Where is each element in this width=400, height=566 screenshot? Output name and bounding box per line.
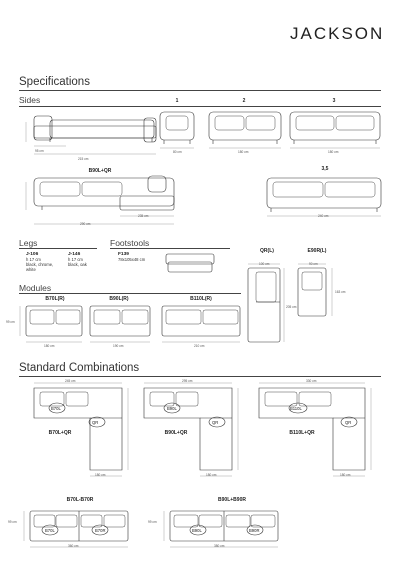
combo-module-b: QR xyxy=(345,420,352,425)
dim-label: 210 cm xyxy=(194,344,205,348)
leg-spec: white xyxy=(26,267,36,273)
dim-label: 99 cm xyxy=(6,320,15,324)
side-label-3-5: 3,5 xyxy=(321,166,329,172)
divider xyxy=(19,106,381,107)
side-label-2: 2 xyxy=(242,98,246,104)
combo-module-a: B90L xyxy=(167,406,177,411)
module-label-qr: QR(L) xyxy=(260,248,274,254)
side-label-3: 3 xyxy=(332,98,336,104)
dim-label: 95 cm xyxy=(35,149,44,153)
combo-module-a: B70L xyxy=(51,406,61,411)
leg-code: J-106 xyxy=(26,252,39,257)
dim-label: 99 cm xyxy=(8,520,17,524)
dim-label: 295 cm xyxy=(182,379,193,383)
leg-item xyxy=(68,252,108,267)
module-qr-drawing xyxy=(246,262,286,348)
leg-code: J-146 xyxy=(68,252,81,257)
combo-module-a: B90L xyxy=(192,528,202,533)
subsection-title-legs: Legs xyxy=(19,238,38,248)
divider xyxy=(19,376,381,377)
dim-label: 99 cm xyxy=(148,520,157,524)
combo-label: B110L+QR xyxy=(289,430,315,436)
footstool-item xyxy=(118,252,162,262)
footstool-code: F139 xyxy=(118,252,129,257)
subsection-title-sides: Sides xyxy=(19,95,41,105)
divider xyxy=(19,90,381,91)
combo-module-b: B90R xyxy=(249,528,260,533)
dim-label: 180 cm xyxy=(238,150,249,154)
subsection-title-footstools: Footstools xyxy=(110,238,150,248)
dim-label: 80 cm xyxy=(173,150,182,154)
leg-item xyxy=(26,252,66,273)
module-label-b90l: B90L(R) xyxy=(109,296,129,302)
dim-label: 100 cm xyxy=(259,262,270,266)
dim-label: 180 cm xyxy=(328,150,339,154)
combo-module-b: B70R xyxy=(95,528,106,533)
combo-label: B70L+QR xyxy=(48,430,72,436)
module-label-b70l: B70L(R) xyxy=(45,296,65,302)
dim-label: 180 cm xyxy=(206,473,217,477)
section-title-specifications: Specifications xyxy=(19,76,90,88)
dim-label: 180 cm xyxy=(340,473,351,477)
footstool-spec: 78x105x48 cm xyxy=(118,257,146,262)
dim-label: 235 cm xyxy=(138,214,149,218)
combo-module-b: QR xyxy=(92,420,99,425)
side-1-drawing xyxy=(158,108,198,153)
module-b90l-drawing xyxy=(88,304,154,348)
side-label-b90l-qr: B90L+QR xyxy=(88,168,112,174)
dim-label: 360 cm xyxy=(68,544,79,548)
chaise-sofa-drawing xyxy=(20,108,160,163)
dim-label: 330 cm xyxy=(306,379,317,383)
module-b70l-drawing xyxy=(18,304,84,348)
combo-label: B70L-B70R xyxy=(66,497,94,503)
combo-label: B90L+B90R xyxy=(218,497,246,503)
module-b110l-drawing xyxy=(160,304,244,348)
dim-label: 240 cm xyxy=(318,214,329,218)
module-label-b110l: B110L(R) xyxy=(190,296,212,302)
combo-module-b: QR xyxy=(212,420,219,425)
dim-label: 205 cm xyxy=(286,305,297,309)
dim-label: 190 cm xyxy=(113,344,124,348)
combo-module-a: B110L xyxy=(290,406,302,411)
divider xyxy=(19,293,241,294)
dim-label: 215 cm xyxy=(78,157,89,161)
brand-logo: JACKSON xyxy=(290,24,385,43)
leg-spec: h 17 cm xyxy=(68,257,83,262)
dim-label: 245 cm xyxy=(65,379,76,383)
dim-label: 180 cm xyxy=(44,344,55,348)
side-2-drawing xyxy=(207,108,283,153)
dim-label: 163 cm xyxy=(335,290,346,294)
section-title-combinations: Standard Combinations xyxy=(19,362,140,374)
b90l-qr-drawing xyxy=(20,172,180,232)
dim-label: 290 cm xyxy=(80,222,91,226)
dim-label: 90 cm xyxy=(309,262,318,266)
module-e90r-drawing xyxy=(296,262,340,322)
subsection-title-modules: Modules xyxy=(19,283,52,293)
combo-label: B90L+QR xyxy=(164,430,188,436)
side-3-drawing xyxy=(288,108,382,153)
leg-spec: black, chrome, xyxy=(26,262,54,268)
dim-label: 180 cm xyxy=(95,473,106,477)
module-label-e90r: E90R(L) xyxy=(307,248,327,254)
divider xyxy=(110,248,230,249)
divider xyxy=(19,248,97,249)
combo-module-a: B70L xyxy=(45,528,55,533)
leg-spec: h 17 cm xyxy=(26,257,41,262)
footstool-drawing xyxy=(164,252,216,276)
side-label-1: 1 xyxy=(175,98,179,104)
leg-spec: black, oak xyxy=(68,262,87,268)
dim-label: 380 cm xyxy=(214,544,225,548)
